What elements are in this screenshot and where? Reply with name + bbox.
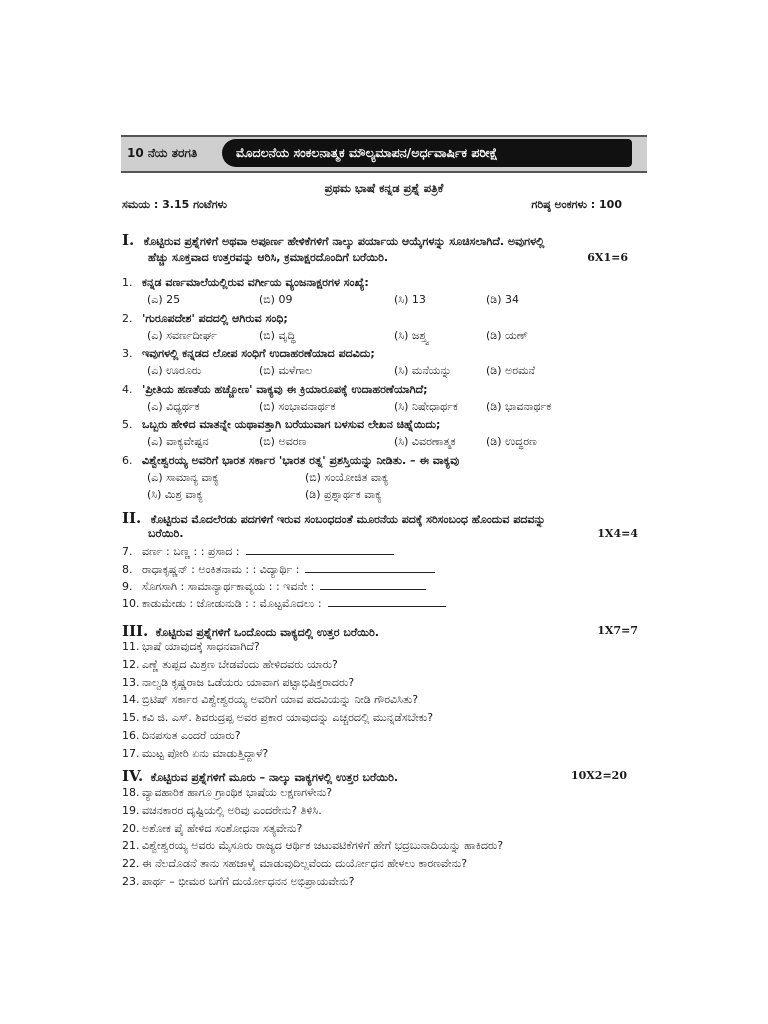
short-answer-question [122, 711, 433, 725]
question-text: ಒಬ್ಬರು ಹೇಳಿದ ಮಾತನ್ನೇ ಯಥಾವತ್ತಾಗಿ ಬರೆಯುವಾಗ ಬಳಸುವ ಲೇಖನ ಚಿಹ್ನೆಯಿದು; [142, 418, 441, 431]
option-c: (ಸಿ) ಜಶ್ತ್ವ [394, 329, 429, 342]
max-marks: ಗರಿಷ್ಠ ಅಂಕಗಳು : 100 [531, 198, 622, 211]
question-text: ವ್ಯಾವಹಾರಿಕ ಹಾಗೂ ಗ್ರಾಂಥಿಕ ಭಾಷೆಯ ಲಕ್ಷಣಗಳೇನು? [142, 786, 333, 799]
question-text: ಕನ್ನಡ ವರ್ಣಮಾಲೆಯಲ್ಲಿರುವ ವರ್ಗೀಯ ವ್ಯಂಜನಾಕ್ಷರಗಳ ಸಂಖ್ಯೆ: [142, 276, 369, 289]
short-answer-question [122, 640, 260, 654]
question-text: ಮುಟ್ಟ ಪೋರಿ ಏನು ಮಾಡುತ್ತಿದ್ದಾಳೆ? [142, 747, 269, 760]
mcq-question [122, 276, 369, 290]
exam-title-banner: ಮೊದಲನೆಯ ಸಂಕಲನಾತ್ಮಕ ಮೌಲ್ಯಮಾಪನ/ಅರ್ಧವಾರ್ಷಿಕ ಪರೀಕ್ಷೆ [222, 139, 632, 167]
section-instruction: ಕೊಟ್ಟಿರುವ ಪ್ರಶ್ನೆಗಳಿಗೆ ಅಥವಾ ಅಪೂರ್ಣ ಹೇಳಿಕೆಗಳಿಗೆ ನಾಲ್ಕು ಪರ್ಯಾಯ ಆಯ್ಕೆಗಳನ್ನು ಸೂಚಿಸಲಾಗಿದೆ. ಅವುಗಳಲ್ಲಿ [143, 235, 545, 248]
paper-title: ಪ್ರಥಮ ಭಾಷೆ ಕನ್ನಡ ಪ್ರಶ್ನೆ ಪತ್ರಿಕೆ [324, 181, 444, 195]
question-text: ಸೊಗಸಾಗಿ : ಸಾಮಾನ್ಯಾರ್ಥಕಾವ್ಯಯ : : ಇವನೇ : [142, 580, 315, 593]
question-number: 17. [122, 747, 140, 760]
option-a: (ಎ) ಸಾಮಾನ್ಯ ವಾಕ್ಯ [147, 471, 219, 484]
answer-blank [320, 580, 426, 590]
option-b: (ಬಿ) ಮಳೆಗಾಲ [259, 364, 313, 377]
question-text: ಬ್ರಿಟಿಷ್ ಸರ್ಕಾರ ವಿಶ್ವೇಶ್ವರಯ್ಯ ಅವರಿಗೆ ಯಾವ ಪದವಿಯನ್ನು ನೀಡಿ ಗೌರವಿಸಿತು? [142, 693, 419, 706]
question-number: 21. [122, 839, 140, 852]
option-c: (ಸಿ) ವಿವರಣಾತ್ಮಕ [394, 435, 456, 448]
option-c: (ಸಿ) ನಿಷೇಧಾರ್ಥಕ [394, 400, 458, 413]
long-answer-question [122, 875, 354, 889]
option-d: (ಡಿ) 34 [486, 293, 520, 306]
question-number: 5. [122, 418, 133, 431]
section-2-instruction-cont: ಬರೆಯಿರಿ. [148, 527, 184, 540]
short-answer-question [122, 693, 418, 707]
question-text: ವಿಶ್ವೇಶ್ವರಯ್ಯ ಅವರಿಗೆ ಭಾರತ ಸರ್ಕಾರ 'ಭಾರತ ರತ್ನ' ಪ್ರಶಸ್ತಿಯನ್ನು ನೀಡಿತು. – ಈ ವಾಕ್ಯವು [142, 454, 460, 467]
option-c: (ಸಿ) ಮಿಶ್ರ ವಾಕ್ಯ [147, 488, 203, 501]
mcq-question [122, 383, 428, 397]
section-1-marks: 6X1=6 [587, 251, 628, 264]
option-b: (ಬಿ) ವೃದ್ಧಿ [259, 329, 296, 342]
section-number: I. [122, 231, 135, 249]
grade-label: 10 ನೆಯ ತರಗತಿ [127, 146, 198, 160]
question-text: ರಾಧಾಕೃಷ್ಣನ್ : ಅಂಕಿತನಾಮ : : ವಿದ್ಯಾರ್ಥಿ : [142, 563, 300, 576]
analogy-question [122, 580, 426, 594]
option-c: (ಸಿ) 13 [394, 293, 426, 306]
question-text: ಇವುಗಳಲ್ಲಿ ಕನ್ನಡದ ಲೋಪ ಸಂಧಿಗೆ ಉದಾಹರಣೆಯಾದ ಪದವಿದು; [142, 347, 375, 360]
long-answer-question [122, 822, 302, 836]
section-3-heading [122, 622, 379, 640]
question-text: ಭಾಷೆ ಯಾವುದಕ್ಕೆ ಸಾಧನವಾಗಿದೆ? [142, 640, 260, 653]
question-text: ಪಾರ್ಥ – ಭೀಮರ ಬಗೆಗೆ ದುರ್ಯೋಧನನ ಅಭಿಪ್ರಾಯವೇನು? [142, 875, 355, 888]
long-answer-question [122, 786, 332, 800]
option-a: (ಎ) 25 [147, 293, 181, 306]
question-number: 12. [122, 658, 140, 671]
section-1-instruction-cont: ಹೆಚ್ಚು ಸೂಕ್ತವಾದ ಉತ್ತರವನ್ನು ಆರಿಸಿ, ಕ್ರಮಾಕ್ಷರದೊಂದಿಗೆ ಬರೆಯಿರಿ. [148, 251, 389, 264]
question-number: 8. [122, 563, 133, 576]
question-number: 14. [122, 693, 140, 706]
question-number: 4. [122, 383, 133, 396]
question-number: 22. [122, 857, 140, 870]
analogy-question [122, 563, 435, 577]
long-answer-question [122, 857, 467, 871]
option-c: (ಸಿ) ಮನೆಯನ್ನು [394, 364, 452, 377]
short-answer-question [122, 729, 241, 743]
question-text: ವರ್ಣ : ಬಣ್ಣ : : ಪ್ರಸಾದ : [142, 545, 240, 558]
section-2-heading [122, 509, 546, 527]
section-number: IV. [122, 767, 144, 785]
question-text: ದಿನಪಸುತ ಎಂದರೆ ಯಾರು? [142, 729, 241, 742]
question-text: ವಚನಕಾರರ ದೃಷ್ಟಿಯಲ್ಲಿ ಅರಿವು ಎಂದರೇನು? ತಿಳಿಸಿ. [142, 804, 322, 817]
mcq-question [122, 418, 440, 432]
short-answer-question [122, 676, 354, 690]
question-number: 1. [122, 276, 133, 289]
question-number: 13. [122, 676, 140, 689]
question-text: ಕಾಡುಮೇಡು : ಜೋಡುನುಡಿ : : ಮೊಟ್ಟಮೊದಲು : [142, 597, 322, 610]
option-d: (ಡಿ) ಭಾವನಾರ್ಥಕ [486, 400, 552, 413]
option-d: (ಡಿ) ಅರಮನೆ [486, 364, 536, 377]
question-number: 15. [122, 711, 140, 724]
long-answer-question [122, 839, 503, 853]
section-number: II. [122, 509, 142, 527]
question-text: ವಿಶ್ವೇಶ್ವರಯ್ಯ ಅವರು ಮೈಸೂರು ರಾಜ್ಯದ ಆರ್ಥಿಕ ಚಟುವಟಿಕೆಗಳಿಗೆ ಹೇಗೆ ಭದ್ರಬುನಾದಿಯನ್ನು ಹಾಕಿದರು? [142, 839, 504, 852]
short-answer-question [122, 658, 338, 672]
section-3-marks: 1X7=7 [597, 624, 638, 637]
question-number: 20. [122, 822, 140, 835]
section-2-marks: 1X4=4 [597, 527, 638, 540]
section-1-heading [122, 231, 544, 249]
question-number: 18. [122, 786, 140, 799]
analogy-question [122, 597, 446, 611]
option-b: (ಬಿ) ಅವರಣ [259, 435, 307, 448]
exam-time: ಸಮಯ : 3.15 ಗಂಟೆಗಳು [122, 198, 228, 211]
header-bar [121, 135, 647, 173]
option-b: (ಬಿ) ಸಂಯೋಜಿತ ವಾಕ್ಯ [305, 471, 389, 484]
mcq-question [122, 347, 375, 361]
analogy-question [122, 545, 394, 559]
question-number: 19. [122, 804, 140, 817]
option-d: (ಡಿ) ಉದ್ಧರಣ [486, 435, 537, 448]
option-d: (ಡಿ) ಯಣ್ [486, 329, 528, 342]
answer-blank [246, 545, 394, 555]
answer-blank [305, 563, 435, 573]
option-a: (ಎ) ಸವರ್ಣದೀರ್ಘ [147, 329, 217, 342]
option-d: (ಡಿ) ಪ್ರಶ್ನಾರ್ಥಕ ವಾಕ್ಯ [305, 488, 382, 501]
short-answer-question [122, 747, 268, 761]
question-text: ಎಣ್ಣೆ ತುಪ್ಪದ ಮಿಶ್ರಣ ಬೇಡವೆಂದು ಹೇಳಿದವರು ಯಾರು? [142, 658, 338, 671]
question-text: 'ಪ್ರೀತಿಯ ಹಣತೆಯ ಹಚ್ಚೋಣ' ವಾಕ್ಯವು ಈ ಕ್ರಿಯಾರೂಪಕ್ಕೆ ಉದಾಹರಣೆಯಾಗಿದೆ; [142, 383, 428, 396]
option-a: (ಎ) ವಿಧ್ಯರ್ಥಕ [147, 400, 200, 413]
section-instruction: ಕೊಟ್ಟಿರುವ ಪ್ರಶ್ನೆಗಳಿಗೆ ಒಂದೊಂದು ವಾಕ್ಯದಲ್ಲಿ ಉತ್ತರ ಬರೆಯಿರಿ. [155, 626, 379, 639]
question-text: ಅಶೋಕ ಪೈ ಹೇಳಿದ ಸಂಶೋಧನಾ ಸತ್ಯವೇನು? [142, 822, 303, 835]
question-text: ಕವಿ ಜಿ. ಎಸ್. ಶಿವರುದ್ರಪ್ಪ ಅವರ ಪ್ರಕಾರ ಯಾವುದನ್ನು ಎಚ್ಚರದಲ್ಲಿ ಮುನ್ನಡೆಸಬೇಕು? [142, 711, 434, 724]
option-b: (ಬಿ) 09 [259, 293, 293, 306]
mcq-question [122, 312, 288, 326]
answer-blank [328, 597, 446, 607]
question-number: 6. [122, 454, 133, 467]
question-number: 2. [122, 312, 133, 325]
question-number: 3. [122, 347, 133, 360]
question-number: 11. [122, 640, 140, 653]
question-text: ಈ ನೆಲದೊಡನೆ ತಾನು ಸಹಜಾಳೈ ಮಾಡುವುದಿಲ್ಲವೆಂದು ದುರ್ಯೋಧನ ಹೇಳಲು ಕಾರಣವೇನು? [142, 857, 468, 870]
option-a: (ಎ) ಊರೂರು [147, 364, 202, 377]
question-text: 'ಗುರೂಪದೇಶ' ಪದದಲ್ಲಿ ಆಗಿರುವ ಸಂಧಿ; [142, 312, 288, 325]
section-instruction: ಕೊಟ್ಟಿರುವ ಮೊದಲೆರಡು ಪದಗಳಿಗೆ ಇರುವ ಸಂಬಂಧದಂತೆ ಮೂರನೆಯ ಪದಕ್ಕೆ ಸರಿಸಂಬಂಧ ಹೊಂದುವ ಪದವನ್ನು [150, 513, 546, 526]
question-number: 7. [122, 545, 133, 558]
section-number: III. [122, 622, 149, 640]
option-b: (ಬಿ) ಸಂಭಾವನಾರ್ಥಕ [259, 400, 336, 413]
mcq-question [122, 454, 459, 468]
long-answer-question [122, 804, 322, 818]
question-number: 16. [122, 729, 140, 742]
question-number: 23. [122, 875, 140, 888]
question-number: 10. [122, 597, 140, 610]
option-a: (ಎ) ವಾಕ್ಯವೇಷ್ಟನ [147, 435, 209, 448]
question-text: ನಾಲ್ವಡಿ ಕೃಷ್ಣರಾಜ ಒಡೆಯರು ಯಾವಾಗ ಪಟ್ಟಾಭಿಷಿಕ್ತರಾದರು? [142, 676, 355, 689]
section-instruction: ಕೊಟ್ಟಿರುವ ಪ್ರಶ್ನೆಗಳಿಗೆ ಮೂರು – ನಾಲ್ಕು ವಾಕ್ಯಗಳಲ್ಲಿ ಉತ್ತರ ಬರೆಯಿರಿ. [150, 771, 399, 784]
question-number: 9. [122, 580, 133, 593]
section-4-heading [122, 767, 398, 785]
section-4-marks: 10X2=20 [570, 769, 627, 782]
